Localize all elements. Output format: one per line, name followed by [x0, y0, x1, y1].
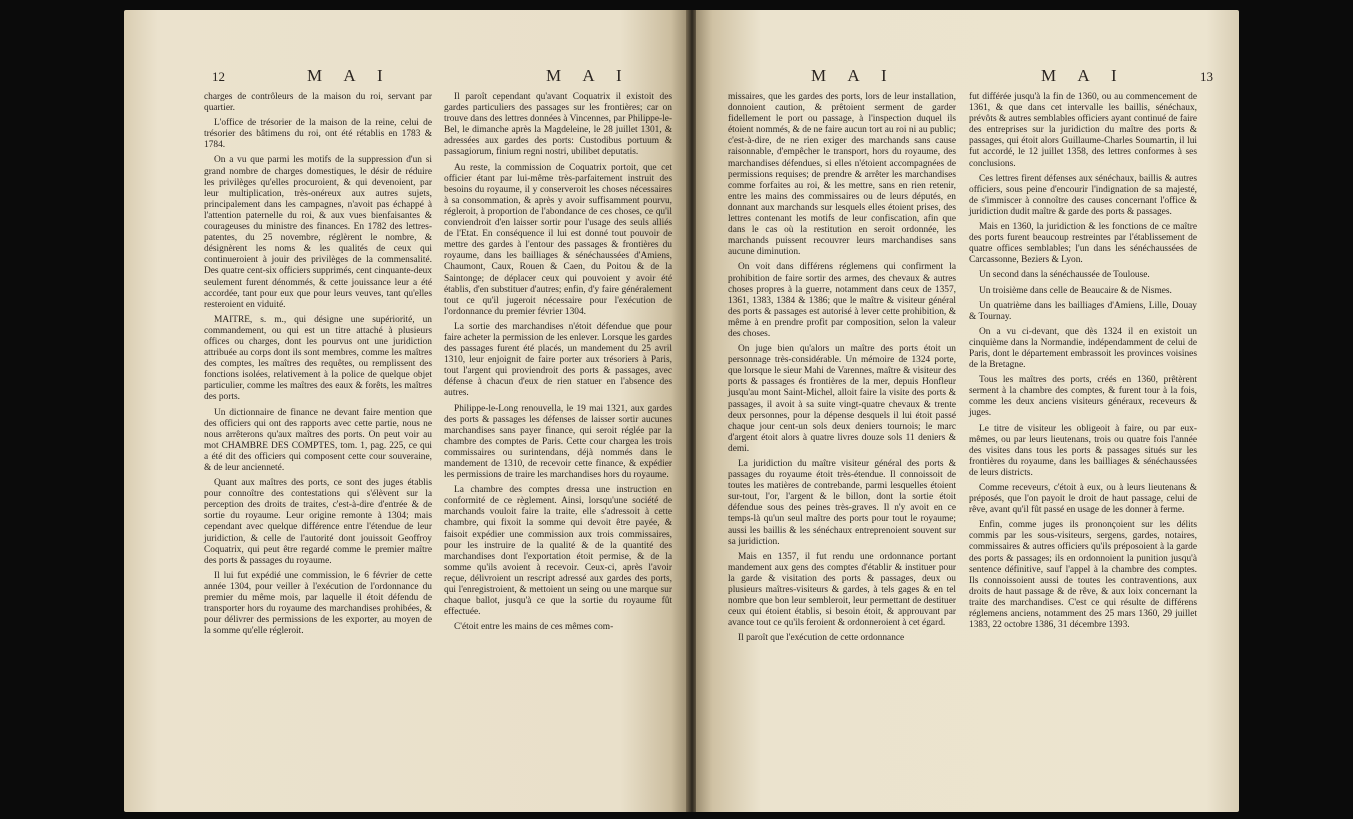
paragraph: Il lui fut expédié une commission, le 6 février de cette année 1304, pour veiller à l'exécution de l'ordonnance du premier du même mois, par laquelle il étoit défendu de transporter hors du royaume des marchandises prohibées, & pour délivrer des permissions de les exporter, au moyen de la somme qu'elle régleroit.	[204, 570, 432, 637]
paragraph: Quant aux maîtres des ports, ce sont des juges établis pour connoître des contestations qui s'élèvent sur la perception des droits de traites, c'est-à-dire d'entrée & de sortie du royaume. Leur origine remonte à 1304; mais cependant avec quelque différence entre l'étendue de leur juridiction, & celle de l'autorité dont jouissoit Geoffroy Coquatrix, qui peut être regardé comme le premier maître des ports & passages du royaume.	[204, 478, 432, 566]
paragraph: Tous les maîtres des ports, créés en 1360, prêtèrent serment à la chambre des comptes, & furent tour à la fois, comme les deux anciens visiteurs généraux, receveurs & juges.	[969, 375, 1197, 419]
left-page	[124, 10, 688, 812]
paragraph: Mais en 1357, il fut rendu une ordonnance portant mandement aux gens des comptes d'établir & instituer pour la garde & visitation des ports & passages, deux ou plusieurs maîtres-visiteurs & gardes, à tels gages & en tel nombre que bon leur sembleroit, leur permettant de destituer ceux qui étoient établis, si besoin étoit, & approuvant par avance tout ce qu'ils feroient & ordonneroient à cet égard.	[728, 551, 956, 629]
paragraph: MAITRE, s. m., qui désigne une supériorité, un commandement, ou qui est un titre attaché à plusieurs offices ou charges, dont les pourvus ont une juridiction attribuée au corps dont ils sont membres, comme les maîtres des comptes, les maîtres des requêtes, ou remplissent des fonctions isolées, relativement à la police de quelque objet particulier, comme les maîtres des eaux & forêts, les maîtres des ports.	[204, 314, 432, 403]
paragraph: Un dictionnaire de finance ne devant faire mention que des officiers qui ont des rapports avec cette partie, nous ne nous arrêterons qu'aux maîtres des ports. On peut voir au mot CHAMBRE DES COMPTES, tom. 1, pag. 225, ce qui a été dit des officiers qui composent cette cour souveraine, & de leur ancienneté.	[204, 407, 432, 473]
paragraph: charges de contrôleurs de la maison du roi, servant par quartier.	[204, 92, 432, 114]
paragraph: On voit dans différens réglemens qui confirment la prohibition de faire sortir des armes, des chevaux & autres choses propres à la guerre, notamment dans ceux de 1357, 1361, 1383, 1384 & 1386; que le maître & visiteur général des ports & passages est autorisé à lever cette prohibition, & même à en prendre profit par composition, selon la valeur des choses.	[728, 262, 956, 339]
paragraph: La sortie des marchandises n'étoit défendue que pour faire acheter la permission de les enlever. Lorsque les gardes des passages furent été placés, un mandement du 25 avril 1310, leur enjoignit de faire porter aux trésoriers à Paris, tout l'argent qui proviendroit des ports & passages, avec défense à chacun d'eux de rien statuer en l'absence des autres.	[444, 321, 672, 399]
right-page-column-1	[728, 92, 956, 649]
paragraph: Un second dans la sénéchaussée de Toulouse.	[979, 270, 1150, 281]
paragraph: C'étoit entre les mains de ces mêmes com-	[454, 622, 614, 633]
paragraph: Un troisième dans celle de Beaucaire & de Nismes.	[979, 285, 1172, 296]
paragraph: Il paroît que l'exécution de cette ordonnance	[738, 633, 905, 644]
running-head-left-col1: M A I	[307, 66, 392, 85]
paragraph: Mais en 1360, la juridiction & les fonctions de ce maître des ports furent beaucoup restreintes par l'établissement de quatre offices semblables; l'un dans les sénéchaussées de Carcassonne, Beziers & Lyon.	[969, 222, 1197, 266]
paragraph: La juridiction du maître visiteur général des ports & passages du royaume étoit très-étendue. Il connoissoit de toutes les matières de contrebande, parmi lesquelles étoient sur-tout, l'or, l'argent & le billon, dont la sortie étoit défendue sous des peines très-graves. Il n'y avoit en ce temps-là qu'un seul maître des ports pour tout le royaume; aussi les baillis & les sénéchaux entreprenoient souvent sur sa juridiction.	[728, 459, 956, 547]
paragraph: Le titre de visiteur les obligeoit à faire, ou par eux-mêmes, ou par leurs lieutenans, trois ou quatre fois l'année des visites dans tous les ports & passages situés sur les frontières du royaume, dans les bailliages & sénéchaussées de leurs districts.	[969, 423, 1197, 478]
paragraph: Un quatrième dans les bailliages d'Amiens, Lille, Douay & Tournay.	[969, 300, 1197, 322]
running-head-right-col1: M A I	[811, 66, 896, 85]
page-number-left: 12	[212, 69, 225, 84]
paragraph: Au reste, la commission de Coquatrix portoit, que cet officier étant par lui-même très-parfaitement instruit des besoins du royaume, il y conserveroit les choses nécessaires à sa consommation, & après y avoir suffisamment pourvu, régleroit, à proportion de l'abondance de ces choses, ce qu'il conviendroit d'en laisser sortir pour l'usage des seuls alliés de l'Etat. En conséquence il lui est donné tout pouvoir de mettre des gardes à l'entour des passages & frontières du royaume, dans les bailliages & sénéchaussées d'Amiens, Chaumont, Caux, Rouen & Caen, du Poitou & de la Saintonge; de déplacer ceux qui pouvoient y avoir été établis, d'en substituer d'autres; enfin, d'y faire généralement tout ce qu'il jugeroit nécessaire pour l'exécution de l'ordonnance du premier février 1304.	[444, 162, 672, 317]
left-page-column-1	[204, 92, 432, 641]
paragraph: Philippe-le-Long renouvella, le 19 mai 1321, aux gardes des ports & passages les défenses de laisser sortir aucunes marchandises sans payer finance, qui seroit réglée par la chambre des comptes de Paris. Cette cour chargea les trois commissaires ou surintendans, déjà nommés dans le mandement de 1310, de recevoir cette finance, & expédier les permissions de traire les marchandises hors du royaume.	[444, 403, 672, 481]
page-number-right: 13	[1200, 69, 1213, 84]
paragraph: On juge bien qu'alors un maître des ports étoit un personnage très-considérable. Un mémoire de 1324 porte, que lorsque le sieur Mahi de Varennes, maître & visiteur des ports & passages és frontières de la mer, depuis Honfleur jusqu'au mont Saint-Michel, alloit faire la visite des ports & passages, il avoit à sa suite vingt-quatre chevaux & trente deux personnes, pour la dépense desquels il lui étoit passé chaque jour cent-un sols deux deniers tournois; le marc d'argent étoit alors à quatre livres douze sols 11 deniers & demi.	[728, 344, 956, 454]
paragraph: Enfin, comme juges ils prononçoient sur les délits commis par les sous-visiteurs, sergens, gardes, notaires, commissaires & autres officiers qu'ils préposoient à la garde des ports & passages; ils en ordonnoient la punition jusqu'à sentence définitive, sauf l'appel à la chambre des comptes. Ils connoissoient aussi de toutes les contraventions, aux droits de haut passage & de rêve, & aux loix concernant la traite des marchandises. C'est ce qui résulte de différens réglemens anciens, notamment des 25 mars 1360, 29 juillet 1383, 22 octobre 1386, 31 décembre 1393.	[969, 520, 1197, 631]
paragraph: L'office de trésorier de la maison de la reine, celui de trésorier des bâtimens du roi, ont été rétablis en 1783 & 1784.	[204, 118, 432, 151]
paragraph: Comme receveurs, c'étoit à eux, ou à leurs lieutenans & préposés, que l'on payoit le droit de haut passage, celui de rêve, avant qu'il fût passé en usage de les donner à ferme.	[969, 483, 1197, 516]
paragraph: missaires, que les gardes des ports, lors de leur installation, donnoient caution, & prêtoient serment de garder fidellement le port ou passage, à l'inspection duquel ils étoient nommés, & de ne faire aucun tort au roi ni au public; c'est-à-dire, de ne rien exiger des marchands sans cause raisonnable, d'empêcher le transport, hors du royaume, des marchandises défendues, si elles n'étoient accompagnées de permissions requises; de prendre & arrêter les marchandises comme forfaites au roi, & les mettre, sans en rien retenir, entre les mains des commissaires ou de leurs députés, en donnant aux marchands sur lesquels elles étoient prises, des lettres contenant les motifs de leur confiscation, afin que dans le cas où la restitution en seroit ordonnée, les marchands puissent recouvrer leurs marchandises sans aucune diminution.	[728, 92, 956, 258]
paragraph: Ces lettres firent défenses aux sénéchaux, baillis & autres officiers, sous peine d'encourir l'indignation de sa majesté, de s'immiscer à connoître des causes concernant l'office & juridiction dudit maître & garde des ports & passages.	[969, 173, 1197, 217]
left-page-column-2	[444, 92, 672, 637]
paragraph: On a vu ci-devant, que dès 1324 il en existoit un cinquième dans la Normandie, indépendamment de celui de Paris, dont le département embrassoit les provinces voisines de la Bretagne.	[969, 326, 1197, 371]
running-head-left-col2: M A I	[546, 66, 631, 85]
right-page	[696, 10, 1239, 812]
paragraph: Il paroît cependant qu'avant Coquatrix il existoit des gardes particuliers des passages sur les frontières; car on trouve dans des lettres données à Vincennes, par Philippe-le-Bel, le dimanche après la Magdeleine, le 28 juillet 1301, & adressées aux gardes des ports: Custodibus portuum & passagiorum, finium regni nostri, ubilibet deputatis.	[444, 92, 672, 158]
open-book	[124, 10, 1239, 812]
paragraph: fut différée jusqu'à la fin de 1360, ou au commencement de 1361, & que dans cet intervalle les baillis, sénéchaux, prévôts & autres semblables officiers ayant continué de faire des entreprises sur la juridiction du maître des ports & passages, qui étoit alors Guillaume-Charles Soumartin, il lui fut accordé, le 12 juillet 1358, des lettres conformes à ses conclusions.	[969, 92, 1197, 169]
paragraph: La chambre des comptes dressa une instruction en conformité de ce règlement. Ainsi, lorsqu'une société de marchands vouloit faire la traite, elle s'adressoit à cette chambre, qui fixoit la somme qui devoit être payée, & faisoit expédier une commission aux trois commissaires, pour les instruire de la qualité & de la quantité des marchandises dont l'exportation étoit permise, & de la somme qu'ils avoient à recevoir. Ceux-ci, après l'avoir reçue, délivroient un rescript adressé aux gardes des ports, qui l'enregistroient, & mettoient un seing ou une marque sur chaque ballot, jusqu'à ce que la sortie du royaume fût effectuée.	[444, 485, 672, 618]
running-head-right-col2: M A I	[1041, 66, 1126, 85]
paragraph: On a vu que parmi les motifs de la suppression d'un si grand nombre de charges domestiques, le désir de réduire les privilèges qu'elles procuroient, & qui devenoient, par leur multiplication, très-onéreux aux autres sujets, principalement dans les campagnes, n'avoit pas échappé à l'attention paternelle du roi, & aux vues bienfaisantes & courageuses du ministre des finances. En 1782 des lettres-patentes, du 25 novembre, réglèrent le nombre, & désignèrent les noms & les qualités de ceux qui continueroient à jouir des privilèges de la commensalité. Des quatre cent-six officiers supprimés, cent cinquante-deux seulement furent dénommés, & cette jouissance leur a été accordée, tant pour eux que pour leurs veuves, tant qu'elles resteroient en viduité.	[204, 155, 432, 310]
right-page-column-2	[969, 92, 1197, 635]
